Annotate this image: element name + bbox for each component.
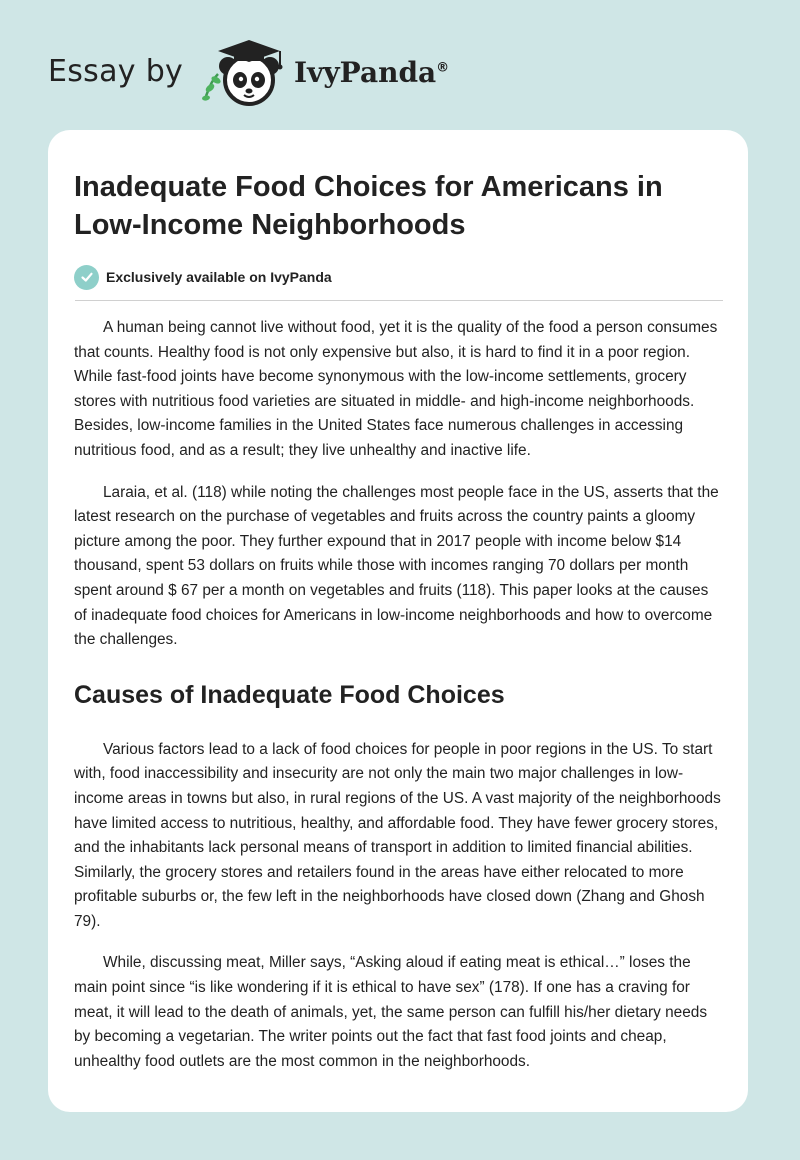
panda-graduate-icon[interactable] xyxy=(198,36,288,108)
paragraph: A human being cannot live without food, yet it is the quality of the food a person consumes that counts. Healthy food is not only expensive but also, it is hard to find it in a poor region. While fast-food joints have become synonymous with the low-income settlements, grocery stores with nutritious food varieties are situated in middle- and high-income neighborhoods. Besides, low-income families in the United States face numerous challenges in accessing nutritious food, and as a result; they live unhealthy and inactive life. xyxy=(74,319,718,459)
check-icon xyxy=(74,265,99,290)
essay-content xyxy=(74,168,724,1074)
divider xyxy=(75,300,723,301)
paragraph: Laraia, et al. (118) while noting the challenges most people face in the US, asserts that the latest research on the purchase of vegetables and fruits across the country paints a gloomy picture among the poor. They further expound that in 2017 people with income below $14 thousand, spent 53 dollars on fruits while those with incomes ranging 70 dollars per month spent around $ 67 per a month on vegetables and fruits (118). This paper looks at the causes of inadequate food choices for Americans in low-income neighborhoods and how to overcome the challenges. xyxy=(74,483,719,649)
registered-mark: ® xyxy=(436,60,450,76)
paragraph: Various factors lead to a lack of food choices for people in poor regions in the US. To start with, food inaccessibility and insecurity are not only the main two major challenges in low-income areas in towns but also, in rural regions of the US. A vast majority of the neighborhoods have limited access to nutritious, healthy, and affordable food. They have fewer grocery stores, and the inhabitants lack personal means of transport in addition to limited financial abilities. Similarly, the grocery stores and retailers found in the areas have either relocated to more profitable suburbs or, the few left in the neighborhoods have closed down (Zhang and Ghosh 79). xyxy=(74,740,721,930)
essay-title: Inadequate Food Choices for Americans in Low-Income Neighborhoods xyxy=(74,171,663,241)
brand-header xyxy=(48,36,508,108)
exclusive-label: Exclusively available on IvyPanda xyxy=(106,269,332,285)
brand-prefix: Essay by xyxy=(48,54,184,89)
paragraph: While, discussing meat, Miller says, “Asking aloud if eating meat is ethical…” loses the main point since “is like wondering if it is ethical to have sex” (178). If one has a craving for meat, it will lead to the death of animals, yet, the same person can fulfill his/her dietary needs by becoming a vegetarian. The writer points out the fact that fast food joints and cheap, unhealthy food outlets are the most common in the neighborhoods. xyxy=(74,954,708,1070)
exclusive-badge xyxy=(74,264,724,290)
section-heading: Causes of Inadequate Food Choices xyxy=(74,680,505,709)
essay-card xyxy=(48,130,748,1112)
brand-name[interactable]: IvyPanda® xyxy=(294,56,450,89)
